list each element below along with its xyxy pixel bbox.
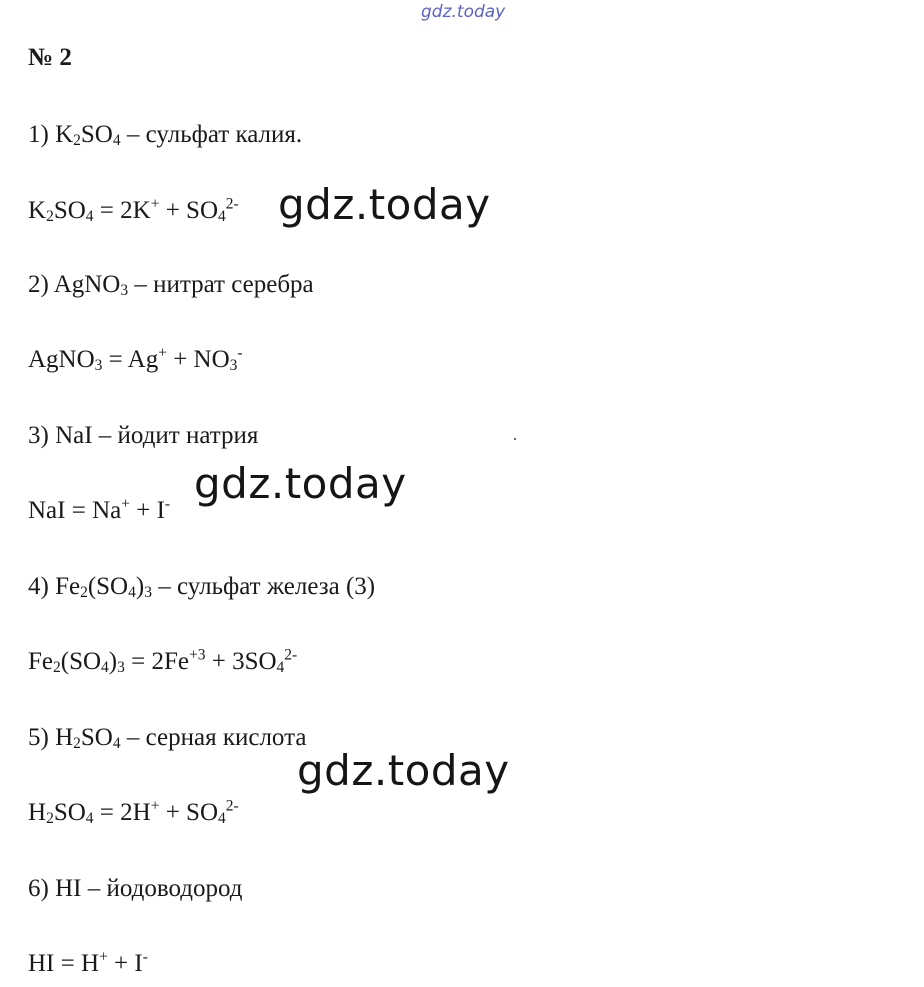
watermark-3: gdz.today (297, 746, 510, 795)
watermark-2: gdz.today (194, 459, 407, 508)
stray-dot (514, 438, 516, 440)
line-2-name: 2) AgNO$_3$ – нитрат серебра (28, 271, 314, 299)
line-2-equation: AgNO$_3$ = $Ag^+ + NO_3^-$ (28, 344, 243, 374)
line-1-name: 1) $K_2SO_4$ – сульфат калия. (28, 121, 303, 149)
line-6-equation: HI = H+ + I- (28, 948, 148, 977)
watermark-top: gdz.today (421, 2, 506, 22)
line-4-equation: $Fe_2(SO_4)_3 = 2Fe^{+3} + 3SO_4^{2-}$ (28, 646, 298, 676)
line-4-name: 4) $Fe_2(SO_4)_3$ – сульфат железа (3) (28, 573, 376, 601)
line-1-equation: $K_2SO_4 = 2K^+ + SO_4^{2-}$ (28, 195, 239, 225)
line-5-name: 5) $H_2SO_4$ – серная кислота (28, 724, 307, 752)
line-3-name: 3) NaI – йодит натрия (28, 422, 259, 449)
line-3-equation: NaI = Na+ + I- (28, 495, 171, 524)
watermark-1: gdz.today (278, 180, 491, 229)
line-5-equation: $H_2SO_4 = 2H^+ + SO_4^{2-}$ (28, 797, 239, 827)
line-6-name: 6) HI – йодоводород (28, 875, 243, 902)
exercise-number: № 2 (28, 44, 72, 71)
